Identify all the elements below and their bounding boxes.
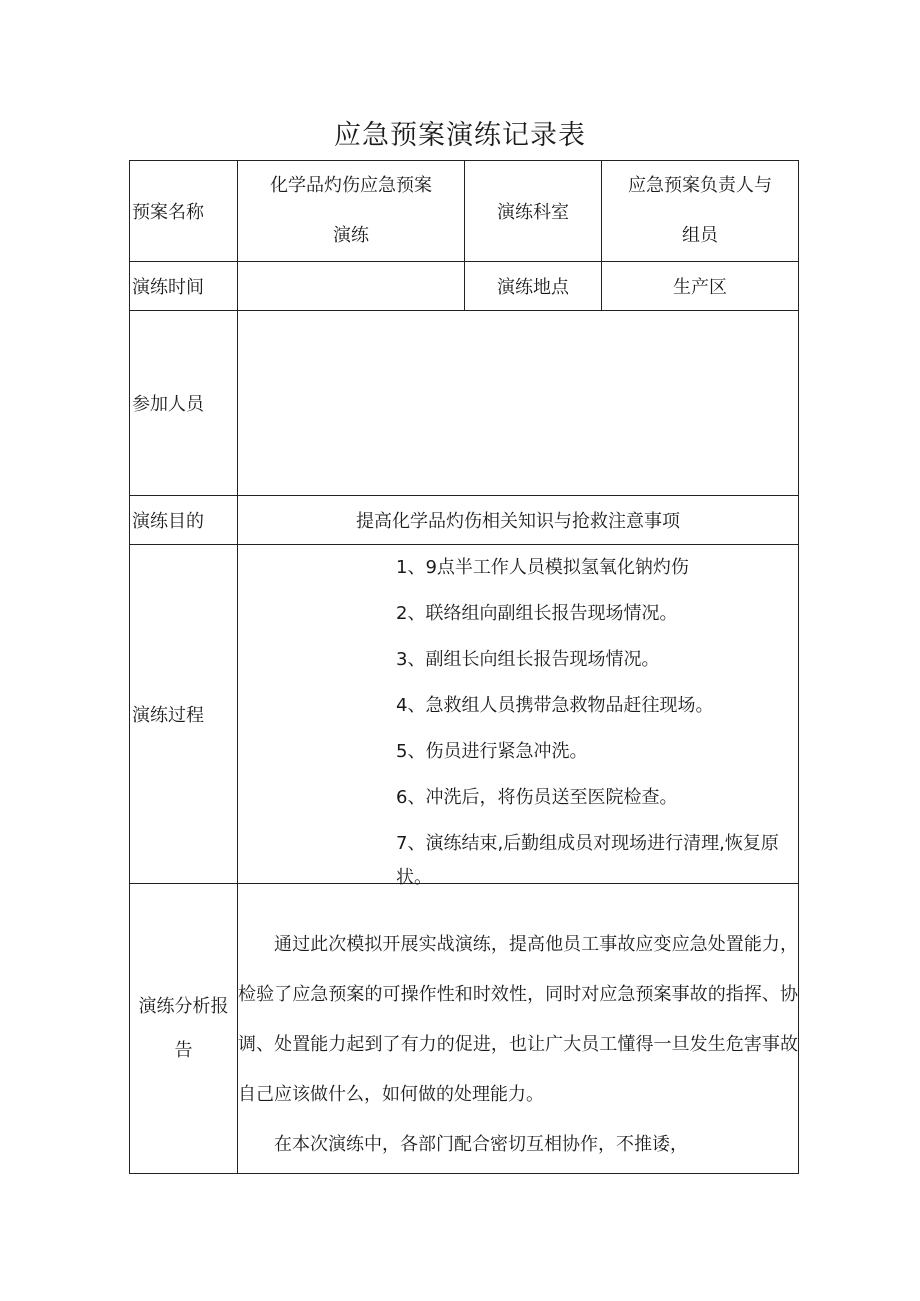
row-purpose	[130, 496, 799, 545]
process-step: 6、冲洗后，将伤员送至医院检查。	[396, 787, 678, 808]
participants-value[interactable]	[238, 311, 799, 496]
plan-name-line1: 化学品灼伤应急预案	[270, 175, 432, 196]
time-value[interactable]	[238, 262, 465, 311]
process-step: 5、伤员进行紧急冲洗。	[396, 741, 588, 762]
analysis-label-line2: 告	[174, 1039, 193, 1061]
participants-label: 参加人员	[130, 311, 238, 496]
process-step: 3、副组长向组长报告现场情况。	[396, 649, 660, 670]
row-process	[130, 545, 799, 884]
page-title: 应急预案演练记录表	[334, 120, 586, 151]
purpose-label: 演练目的	[130, 496, 238, 545]
location-label: 演练地点	[465, 262, 602, 311]
plan-name-line2: 演练	[333, 225, 369, 246]
process-steps	[238, 545, 799, 888]
time-label: 演练时间	[130, 262, 238, 311]
drill-record-table	[129, 160, 799, 1174]
row-plan-name	[130, 161, 799, 262]
row-analysis	[130, 884, 799, 1174]
analysis-paragraph: 通过此次模拟开展实战演练，提高他员工事故应变应急处置能力，检验了应急预案的可操作性和时效性，同时对应急预案事故的指挥、协调、处置能力起到了有力的促进，也让广大员工懂得一旦发生危害事故自己应该做什么，如何做的处理能力。	[238, 934, 798, 1105]
process-step: 7、演练结束,后勤组成员对现场进行清理,恢复原状。	[396, 833, 779, 888]
analysis-label-line1: 演练分析报	[138, 995, 229, 1017]
row-participants	[130, 311, 799, 496]
process-step: 1、9点半工作人员模拟氢氧化钠灼伤	[396, 557, 689, 578]
department-value	[602, 161, 799, 262]
plan-name-label: 预案名称	[130, 161, 238, 262]
plan-name-value	[238, 161, 465, 262]
department-line1: 应急预案负责人与	[628, 175, 772, 196]
process-step: 2、联络组向副组长报告现场情况。	[396, 603, 678, 624]
analysis-text	[238, 884, 799, 1174]
department-line2: 组员	[682, 225, 718, 246]
row-time-location	[130, 262, 799, 311]
location-value: 生产区	[602, 262, 799, 311]
purpose-value: 提高化学品灼伤相关知识与抢救注意事项	[238, 496, 799, 545]
analysis-paragraph: 在本次演练中，各部门配合密切互相协作，不推诿，	[274, 1134, 688, 1155]
analysis-label	[130, 884, 238, 1174]
department-label: 演练科室	[465, 161, 602, 262]
process-label: 演练过程	[130, 545, 238, 884]
process-step: 4、急救组人员携带急救物品赶往现场。	[396, 695, 714, 716]
